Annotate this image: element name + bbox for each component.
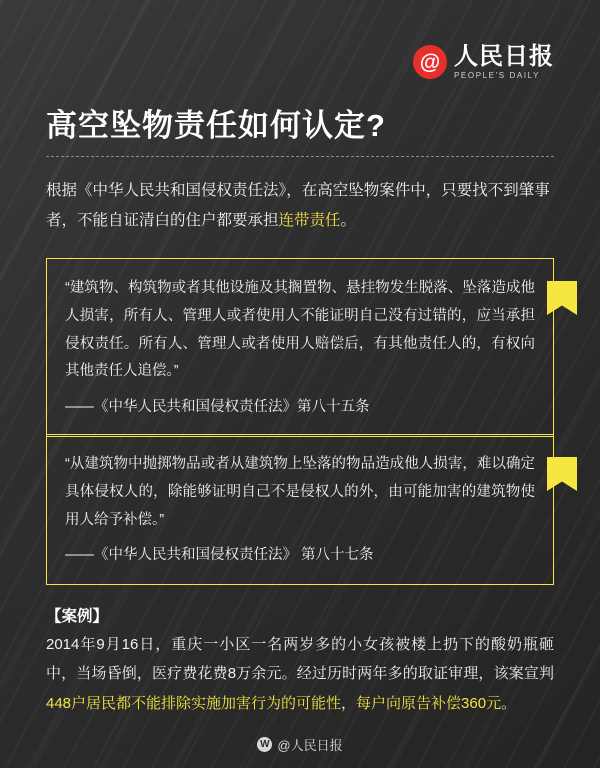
brand-logo: [413, 44, 554, 80]
case-highlight-2: 每户向原告补偿360元: [356, 694, 502, 712]
case-section-body: [46, 630, 554, 718]
law-quote-box-1: [46, 258, 554, 437]
law-quote-source-1: ——《中华人民共和国侵权责任法》第八十五条: [65, 399, 370, 416]
flag-icon: [547, 457, 577, 491]
law-quote-text-1: “建筑物、构筑物或者其他设施及其搁置物、悬挂物发生脱落、坠落造成他人损害，所有人、管理人或者使用人不能证明自己没有过错的，应当承担侵权责任。所有人、管理人或者使用人赔偿后，有其他责任人的，有权向其他责任人追偿。”: [65, 280, 535, 380]
title-divider: [46, 156, 554, 157]
case-highlight-1: 448户居民都不能排除实施加害行为的可能性: [46, 694, 342, 712]
intro-text-part2: 。: [340, 212, 357, 230]
brand-text: [454, 44, 554, 80]
intro-paragraph: [46, 176, 554, 236]
law-quote-text-2: “从建筑物中抛掷物品或者从建筑物上坠落的物品造成他人损害，难以确定具体侵权人的，除能够证明自己不是侵权人的外，由可能加害的建筑物使用人给予补偿。”: [65, 456, 535, 528]
brand-name-cn: 人民日报: [454, 43, 554, 70]
case-text-part3: 。: [501, 694, 517, 712]
intro-highlight: 连带责任: [278, 212, 341, 230]
case-text-part1: 2014年9月16日，重庆一小区一名两岁多的小女孩被楼上扔下的酸奶瓶砸中，当场昏倒，医疗费花费8万余元。经过历时两年多的取证审理，该案宣判: [46, 636, 554, 683]
brand-name-en: PEOPLE'S DAILY: [454, 71, 541, 81]
page-title: 高空坠物责任如何认定?: [46, 108, 386, 143]
footer: [0, 735, 600, 754]
law-quote-source-2: ——《中华人民共和国侵权责任法》 第八十七条: [65, 547, 374, 564]
case-section-title: 【案例】: [46, 608, 109, 625]
weibo-icon: W: [257, 737, 272, 752]
at-icon: @: [413, 45, 447, 79]
footer-account: @人民日报: [277, 738, 343, 753]
intro-text-part1: 根据《中华人民共和国侵权责任法》，在高空坠物案件中，只要找不到肇事者，不能自证清白的住户都要承担: [46, 182, 550, 230]
flag-icon: [547, 281, 577, 315]
case-text-part2: ，: [341, 694, 357, 712]
law-quote-box-2: [46, 434, 554, 585]
